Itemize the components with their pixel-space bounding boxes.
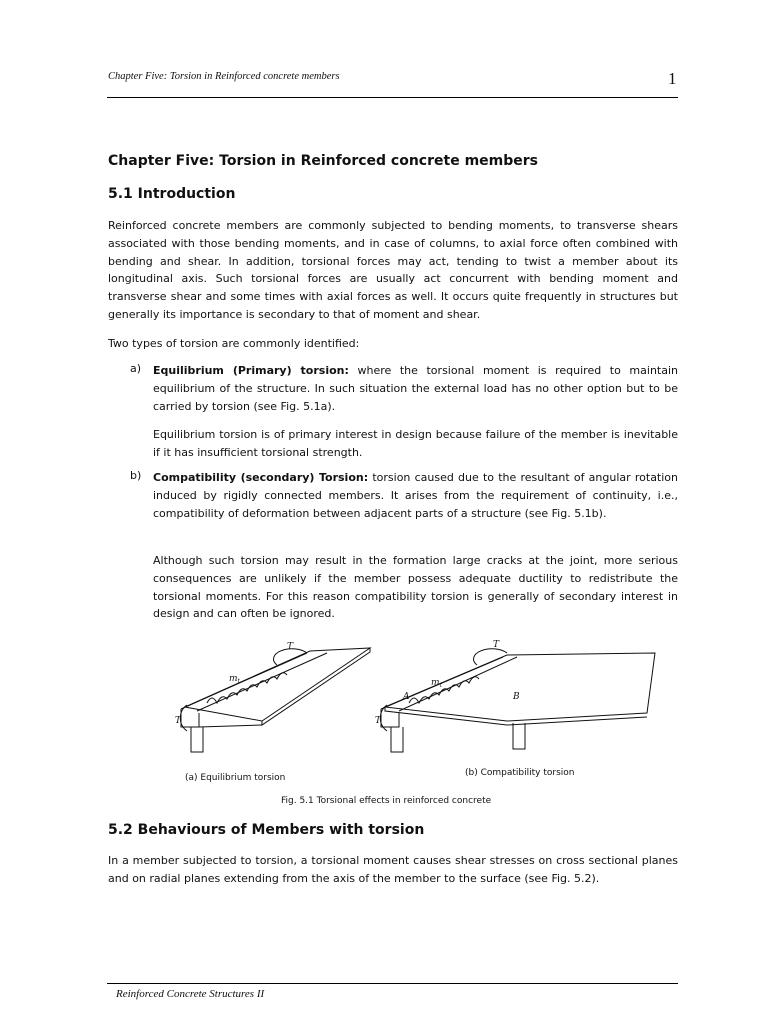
item-a-term: Equilibrium (Primary) torsion: — [153, 364, 349, 377]
label-mt-b-main: m — [431, 678, 440, 688]
intro-paragraph: Reinforced concrete members are commonly subjected to bending moments, to transverse shears associated with those bending moments, and in case of columns, to axial force often combined with bending and shear. In addition, torsional forces may act, tending to twist a member about its longitudinal axis. Such torsional forces are usually act concurrent with bending moment and transverse shear and some times with axial forces as well. It occurs quite frequently in structures but generally its importance is secondary to that of moment and shear. — [108, 219, 678, 321]
item-b-term: Compatibility (secondary) Torsion: — [153, 471, 369, 484]
label-mt-b-sub: t — [439, 682, 442, 689]
figure-a-caption: (a) Equilibrium torsion — [185, 773, 286, 783]
label-T-left-a: T — [175, 716, 182, 726]
torsion-figure — [177, 637, 661, 757]
label-T-top-a: T — [287, 642, 294, 652]
item-a-text: where the torsional moment is required to maintain equilibrium of the structure. In such situation the external load has no other option but to be carried by torsion (see Fig. 5.1a). — [153, 364, 678, 413]
item-b-text: torsion caused due to the resultant of angular rotation induced by rigidly connected members. It arises from the requirement of continuity, i.e., compatibility of deformation between adjacent parts of a structure (see Fig. 5.1b). — [153, 471, 679, 520]
running-header: Chapter Five: Torsion in Reinforced concrete members — [108, 71, 340, 82]
figure-a-drawing — [180, 648, 370, 752]
label-mt-a-sub: t — [237, 678, 240, 685]
label-B: B — [513, 692, 520, 702]
section-heading-behaviours: 5.2 Behaviours of Members with torsion — [108, 822, 425, 838]
label-mt-a — [229, 674, 241, 685]
header-rule — [107, 97, 678, 98]
behaviours-paragraph: In a member subjected to torsion, a torsional moment causes shear stresses on cross sectional planes and on radial planes extending from the axis of the member to the surface (see Fig. 5.2). — [108, 854, 678, 885]
item-b-compatibility-torsion — [153, 469, 678, 522]
footer-text: Reinforced Concrete Structures II — [116, 988, 265, 1000]
torsion-types-intro: Two types of torsion are commonly identified: — [108, 337, 360, 350]
item-a-marker: a) — [130, 362, 142, 375]
item-b-note: Although such torsion may result in the formation large cracks at the joint, more serious consequences are unlikely if the member possess adequate ductility to redistribute the torsional moments. For this reason compatibility torsion is generally of secondary interest in design and can often be ignored. — [153, 554, 678, 621]
label-mt-b — [431, 678, 443, 689]
page-number: 1 — [668, 69, 677, 88]
footer-rule — [107, 983, 678, 984]
label-T-left-b: T — [375, 716, 382, 726]
label-A: A — [403, 692, 410, 702]
chapter-title: Chapter Five: Torsion in Reinforced concrete members — [108, 153, 538, 169]
label-mt-a-main: m — [229, 674, 238, 684]
item-a-note: Equilibrium torsion is of primary interest in design because failure of the member is inevitable if it has insufficient torsional strength. — [153, 428, 678, 459]
figure-caption: Fig. 5.1 Torsional effects in reinforced concrete — [281, 796, 492, 806]
item-b-marker: b) — [130, 469, 142, 482]
item-a-equilibrium-torsion — [153, 362, 678, 415]
section-heading-introduction: 5.1 Introduction — [108, 186, 236, 202]
label-T-top-b: T — [493, 640, 500, 650]
figure-b-caption: (b) Compatibility torsion — [465, 768, 575, 778]
